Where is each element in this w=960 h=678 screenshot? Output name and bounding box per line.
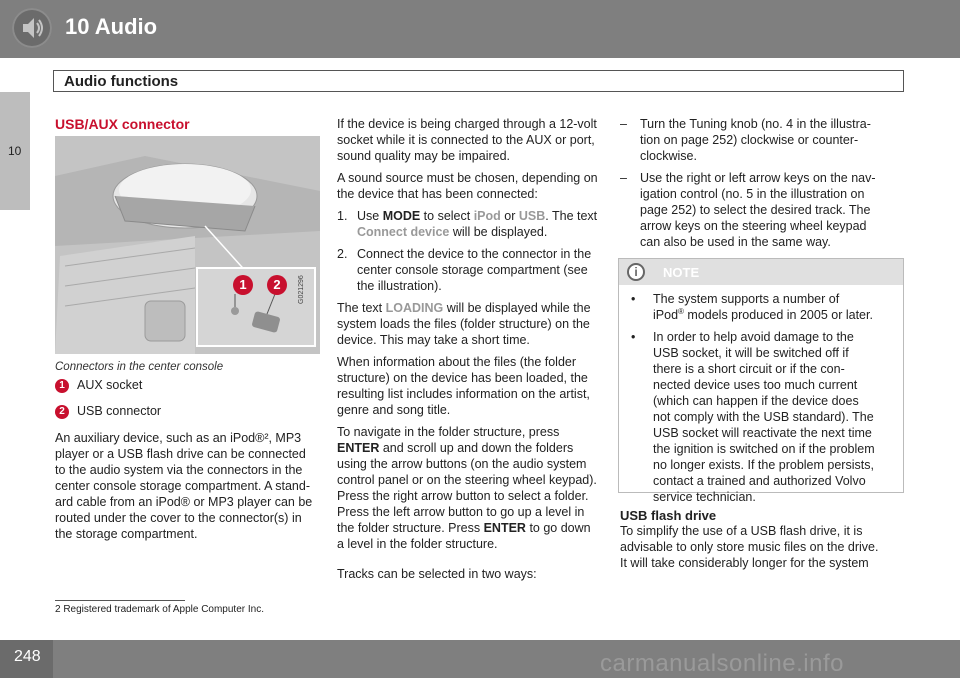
- speaker-icon: [12, 8, 52, 48]
- text-line: (which can happen if the device does: [653, 394, 859, 408]
- text-run: The text: [337, 301, 386, 315]
- footnote: 2 Registered trademark of Apple Computer Inc.: [55, 604, 264, 615]
- center-console-illustration: [55, 136, 320, 354]
- step-1: [337, 208, 617, 240]
- dash-bullet: –: [620, 171, 627, 185]
- loading-display-text: LOADING: [385, 301, 444, 315]
- chapter-header: [0, 0, 960, 58]
- text-line: clockwise.: [640, 149, 697, 163]
- text-line: Connect the device to the connector in the: [357, 247, 592, 261]
- text-line: service technician.: [653, 490, 756, 504]
- loading-paragraph: [337, 300, 617, 348]
- watermark: carmanualsonline.info: [600, 650, 844, 677]
- callout-1-badge: 1: [233, 275, 253, 295]
- usb-aux-paragraph: [55, 430, 325, 542]
- text-run: models produced in 2005 or later.: [683, 308, 873, 322]
- chapter-title: 10 Audio: [65, 14, 158, 39]
- sound-source-paragraph: [337, 170, 617, 202]
- text-line: advisable to only store music files on the drive.: [620, 540, 879, 554]
- text-line: routed under the cover to the connector(s) in: [55, 511, 302, 525]
- text-line: ard cable from an iPod® or MP3 player can be: [55, 495, 313, 509]
- file-info-paragraph: [337, 354, 617, 418]
- text-line: To navigate in the folder structure, press: [337, 425, 560, 439]
- dash-item-arrow-keys: [620, 170, 910, 250]
- right-column-list: [620, 116, 910, 250]
- illustration-caption: Connectors in the center console: [55, 361, 224, 373]
- text-line: nected device uses too much current: [653, 378, 858, 392]
- text-run: to select: [420, 209, 474, 223]
- text-line: To simplify the use of a USB flash drive, it is: [620, 524, 863, 538]
- text-line: Press the left arrow button to go up a level in: [337, 505, 585, 519]
- text-line: using the arrow buttons (on the audio system: [337, 457, 587, 471]
- text-line: socket while it is connected to the AUX or port,: [337, 133, 595, 147]
- text-line: contact a trained and authorized Volvo: [653, 474, 866, 488]
- text-line: page 252) to select the desired track. The: [640, 203, 871, 217]
- note-content: [631, 291, 901, 505]
- callout-2-badge: 2: [267, 275, 287, 295]
- text-line: In order to help avoid damage to the: [653, 330, 854, 344]
- text-line: system loads the files (folder structure) on the: [337, 317, 590, 331]
- text-line: structure) on the device has been loaded, the: [337, 371, 588, 385]
- text-run: the folder structure. Press: [337, 521, 484, 535]
- dash-bullet: –: [620, 117, 627, 131]
- text-line: resulting list includes information on the artist,: [337, 387, 590, 401]
- page-number: 248: [14, 648, 41, 665]
- usb-connector-label: USB connector: [77, 404, 162, 418]
- text-line: center console storage compartment (see: [357, 263, 588, 277]
- badge-2-icon: 2: [55, 405, 69, 419]
- text-line: When information about the files (the folder: [337, 355, 577, 369]
- navigate-paragraph: [337, 424, 617, 552]
- text-line: The system supports a number of: [653, 292, 840, 306]
- note-label: NOTE: [663, 265, 700, 280]
- mode-key: MODE: [382, 209, 421, 223]
- callout-usb: [55, 404, 161, 419]
- dash-item-tuning: [620, 116, 910, 164]
- text-run: and scroll up and down the folders: [379, 441, 574, 455]
- usb-flash-drive-heading: USB flash drive: [620, 508, 717, 523]
- badge-1-icon: 1: [55, 379, 69, 393]
- text-line: the ignition is switched on if the problem: [653, 442, 875, 456]
- text-line: arrow keys on the steering wheel keypad: [640, 219, 867, 233]
- registered-mark: ®: [678, 306, 684, 316]
- text-line: the device that has been connected:: [337, 187, 538, 201]
- charging-paragraph: [337, 116, 617, 164]
- usb-display-text: USB: [518, 209, 546, 223]
- text-run: to go down: [525, 521, 591, 535]
- text-line: can also be used in the same way.: [640, 235, 831, 249]
- illustration-code: G021296: [298, 275, 305, 304]
- text-line: Press the right arrow button to select a folder.: [337, 489, 589, 503]
- connect-device-display-text: Connect device: [357, 225, 450, 239]
- text-run: or: [500, 209, 519, 223]
- text-line: tion on page 252) clockwise or counter-: [640, 133, 859, 147]
- usb-flash-drive-paragraph: [620, 523, 910, 571]
- text-line: USB socket, it will be switched off if: [653, 346, 849, 360]
- chapter-side-tab: [0, 92, 30, 210]
- text-line: a level in the folder structure.: [337, 537, 498, 551]
- step-2: [337, 246, 617, 294]
- text-line: not comply with the USB standard). The: [653, 410, 874, 424]
- text-line: It will take considerably longer for the system: [620, 556, 869, 570]
- text-line: A sound source must be chosen, depending on: [337, 171, 598, 185]
- note-bullet-2: [631, 329, 901, 505]
- side-tab-number: 10: [8, 144, 22, 158]
- step-number: 1.: [337, 209, 348, 223]
- text-line: to the audio system via the connectors in the: [55, 463, 303, 477]
- enter-key: ENTER: [337, 441, 380, 455]
- text-line: there is a short circuit or if the con-: [653, 362, 845, 376]
- text-line: the storage compartment.: [55, 527, 198, 541]
- text-line: sound quality may be impaired.: [337, 149, 511, 163]
- enter-key: ENTER: [483, 521, 526, 535]
- bullet-mark: •: [631, 292, 636, 306]
- bullet-mark: •: [631, 330, 636, 344]
- text-line: center console storage compartment. A stand-: [55, 479, 310, 493]
- text-line: device. This may take a short time.: [337, 333, 530, 347]
- tracks-paragraph: Tracks can be selected in two ways:: [337, 567, 537, 581]
- step-number: 2.: [337, 247, 348, 261]
- text-run: Use: [357, 209, 383, 223]
- text-line: Use the right or left arrow keys on the nav-: [640, 171, 876, 185]
- text-line: USB socket will reactivate the next time: [653, 426, 872, 440]
- text-run: iPod: [653, 308, 679, 322]
- text-line: igation control (no. 5 in the illustration on: [640, 187, 865, 201]
- section-bar: [53, 70, 904, 92]
- ipod-display-text: iPod: [473, 209, 501, 223]
- aux-socket-label: AUX socket: [77, 378, 143, 392]
- text-line: no longer exists. If the problem persists,: [653, 458, 874, 472]
- middle-column: [337, 116, 617, 582]
- text-run: will be displayed.: [449, 225, 548, 239]
- note-box: [618, 258, 904, 504]
- note-bullet-1: [631, 291, 901, 323]
- text-run: . The text: [545, 209, 598, 223]
- section-title: Audio functions: [64, 73, 179, 90]
- text-line: player or a USB flash drive can be connected: [55, 447, 306, 461]
- note-header: [619, 259, 903, 285]
- text-line: genre and song title.: [337, 403, 451, 417]
- text-run: will be displayed while the: [443, 301, 591, 315]
- text-line: An auxiliary device, such as an iPod®², MP3: [55, 431, 302, 445]
- text-line: Turn the Tuning knob (no. 4 in the illustra-: [640, 117, 871, 131]
- info-icon: i: [627, 263, 645, 281]
- text-line: If the device is being charged through a 12-volt: [337, 117, 597, 131]
- footnote-divider: [55, 600, 185, 601]
- text-line: the illustration).: [357, 279, 442, 293]
- text-line: control panel or on the steering wheel keypad).: [337, 473, 597, 487]
- callout-aux: [55, 378, 142, 393]
- usb-aux-heading: USB/AUX connector: [55, 116, 190, 132]
